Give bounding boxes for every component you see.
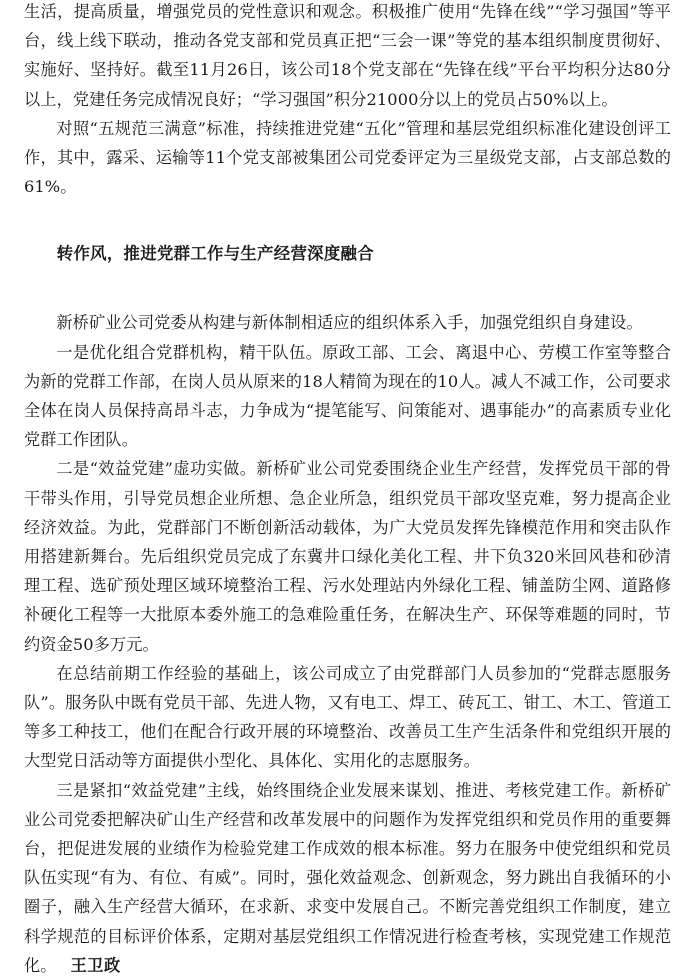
section-heading: 转作风，推进党群工作与生产经营深度融合 [56, 244, 374, 264]
paragraph-point-three [24, 776, 671, 980]
author-signature: 王卫政 [70, 955, 121, 975]
section-gap-bottom [24, 268, 671, 308]
paragraph-point-two: 二是“效益党建”虚功实做。新桥矿业公司党委围绕企业生产经营，发挥党员干部的骨干带头作用，引导党员想企业所想、急企业所急，组织党员干部攻坚克难，努力提高企业经济效益。为此，党群部门不断创新活动载体，为广大党员发挥先锋模范作用和突击队作用搭建新舞台。先后组织党员完成了东冀井口绿化美化工程、井下负320米回风巷和砂清理工程、选矿预处理区域环境整治工程、污水处理站内外绿化工程、铺盖防尘网、道路修补硬化工程等一大批原本委外施工的急难险重任务，在解决生产、环保等难题的同时，节约资金50多万元。 [24, 459, 671, 654]
paragraph-volunteer-team: 在总结前期工作经验的基础上，该公司成立了由党群部门人员参加的“党群志愿服务队”。服务队中既有党员干部、先进人物，又有电工、焊工、砖瓦工、钳工、木工、管道工等多工种技工，他们在配合行政开展的环境整治、改善员工生产生活条件和党组织开展的大型党日活动等方面提供小型化、具体化、实用化的志愿服务。 [24, 663, 671, 771]
section-gap-top [24, 201, 671, 239]
continued-paragraph: 生活，提高质量，增强党员的党性意识和观念。积极推广使用“先锋在线”“学习强国”等平台，线上线下联动，推动各党支部和党员真正把“三会一课”等党的基本组织制度贯彻好、实施好、坚持好。截至11月26日，该公司18个党支部在“先锋在线”平台平均积分达80分以上，党建任务完成情况良好；“学习强国”积分21000分以上的党员占50%以上。 [24, 2, 671, 109]
paragraph-standards: 对照“五规范三满意”标准，持续推进党建“五化”管理和基层党组织标准化建设创评工作，其中，露采、运输等11个党支部被集团公司党委评定为三星级党支部，占支部总数的61%。 [24, 118, 671, 197]
paragraph-point-one: 一是优化组合党群机构，精干队伍。原政工部、工会、离退中心、劳模工作室等整合为新的党群工作部，在岗人员从原来的18人精简为现在的10人。减人不减工作，公司要求全体在岗人员保持高昂斗志，力争成为“提笔能写、问策能对、遇事能办”的高素质专业化党群工作团队。 [24, 342, 671, 450]
paragraph-point-three-text: 三是紧扣“效益党建”主线，始终围绕企业发展来谋划、推进、考核党建工作。新桥矿业公司党委把解决矿山生产经营和改革发展中的问题作为发挥党组织和党员作用的重要舞台，把促进发展的业绩作为检验党建工作成效的根本标准。努力在服务中使党组织和党员队伍实现“有为、有位、有威”。同时，强化效益观念、创新观念，努力跳出自我循环的小圈子，融入生产经营大循环，在求新、求变中发展自己。不断完善党组织工作制度，建立科学规范的目标评价体系，定期对基层党组织工作情况进行检查考核，实现党建工作规范化。 [24, 780, 671, 975]
paragraph-org-building: 新桥矿业公司党委从构建与新体制相适应的组织体系入手，加强党组织自身建设。 [56, 313, 643, 333]
